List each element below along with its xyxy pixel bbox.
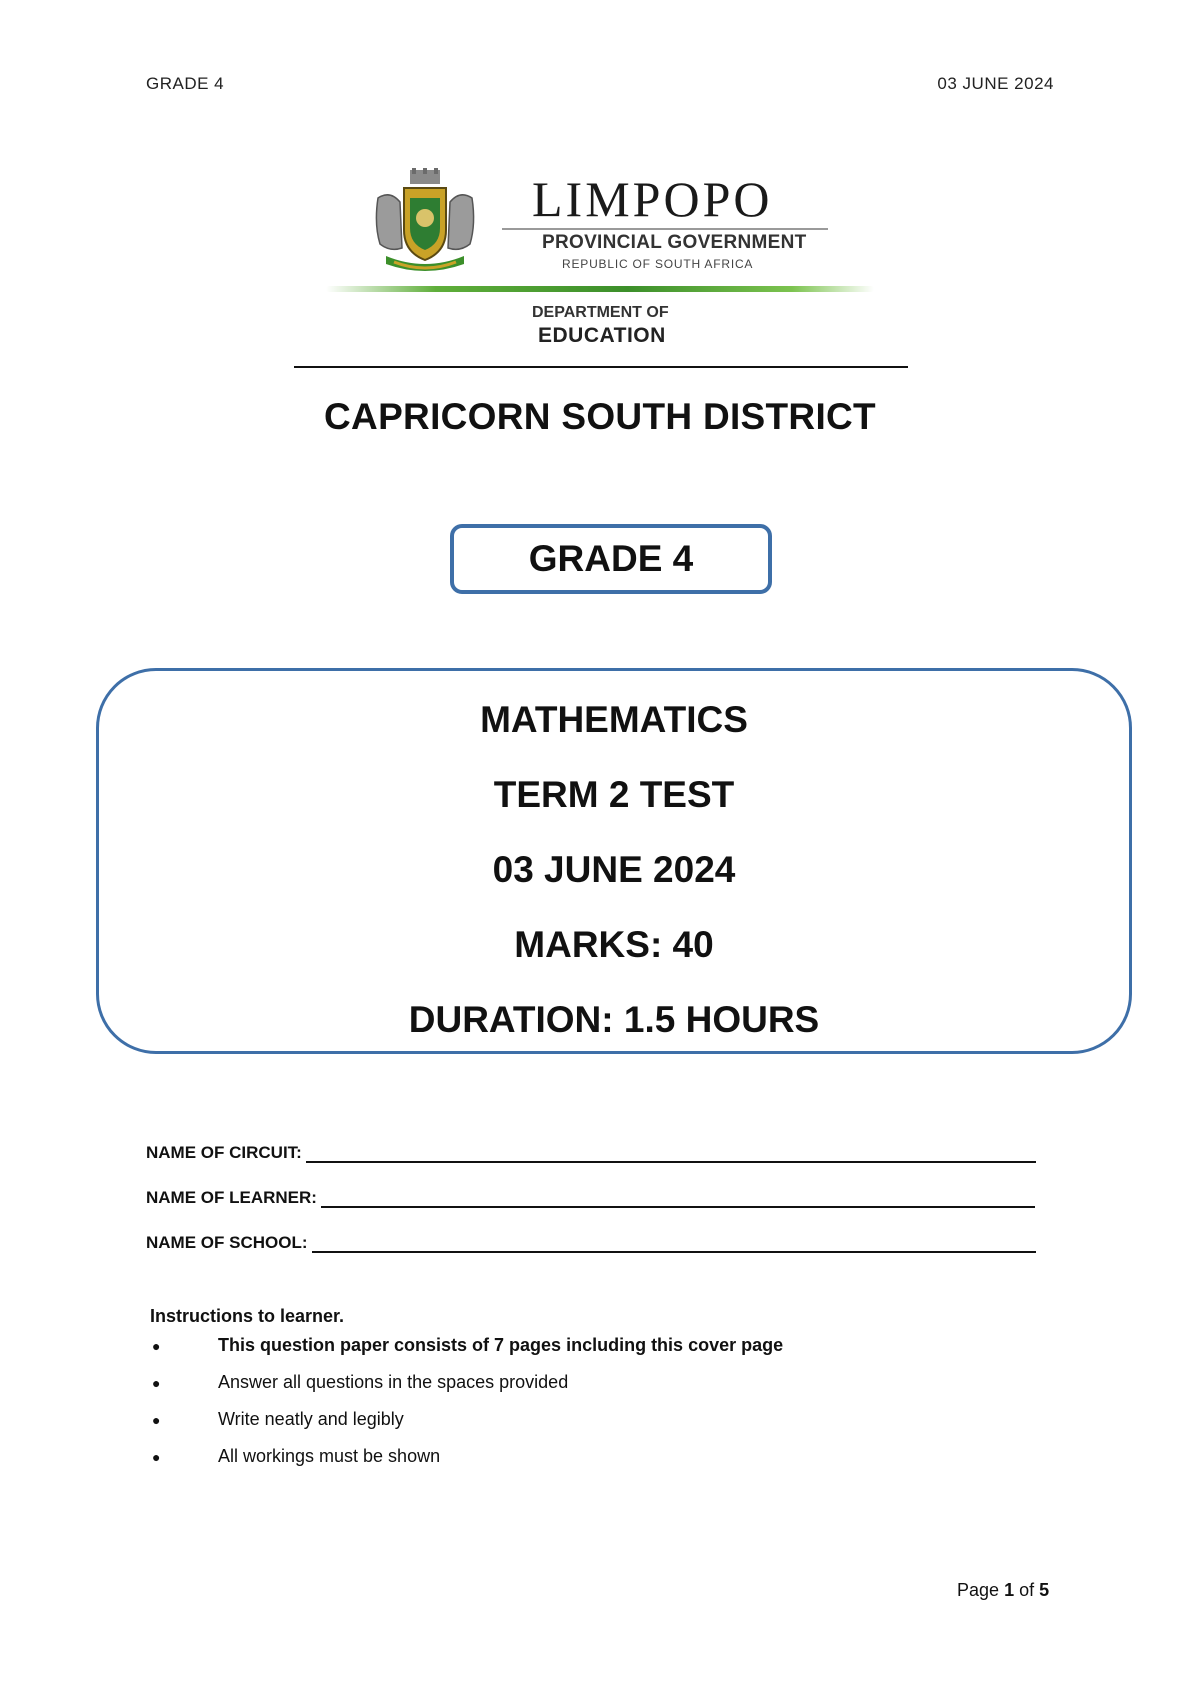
logo-country: REPUBLIC OF SOUTH AFRICA [562,257,754,271]
district-title: CAPRICORN SOUTH DISTRICT [324,396,876,437]
header-date: 03 JUNE 2024 [937,74,1054,93]
list-item [152,1335,783,1356]
coat-of-arms-icon [370,168,480,276]
limpopo-logo [326,164,874,350]
current-page: 1 [1004,1580,1015,1600]
marks: MARKS: 40 [514,924,714,965]
circuit-field [146,1143,1036,1163]
school-blank-line[interactable] [312,1233,1036,1253]
bullet-icon: ● [152,1411,161,1428]
duration: DURATION: 1.5 HOURS [408,999,820,1040]
logo-green-stripe [326,286,874,292]
circuit-blank-line[interactable] [306,1143,1036,1163]
list-item [152,1372,568,1393]
instruction-text: Answer all questions in the spaces provided [218,1372,569,1392]
title-rule [294,366,908,368]
page-of: of [1019,1580,1035,1600]
bullet-icon: ● [152,1337,161,1354]
bullet-icon: ● [152,1448,161,1465]
instruction-text: This question paper consists of 7 pages including this cover page [218,1335,784,1355]
learner-blank-line[interactable] [321,1188,1035,1208]
subject: MATHEMATICS [480,699,748,740]
logo-department: DEPARTMENT OF [532,304,669,321]
test-date: 03 JUNE 2024 [492,849,736,890]
learner-label: NAME OF LEARNER: [146,1188,317,1207]
school-label: NAME OF SCHOOL: [146,1233,308,1252]
page-label: Page [957,1580,1000,1600]
logo-subtitle: PROVINCIAL GOVERNMENT [542,232,807,253]
logo-divider [502,228,828,230]
page-number [957,1580,1049,1601]
circuit-label: NAME OF CIRCUIT: [146,1143,302,1162]
instruction-text: All workings must be shown [218,1446,441,1466]
grade-label: GRADE 4 [528,538,694,579]
school-field [146,1233,1036,1253]
learner-field [146,1188,1035,1208]
grade-box [450,524,772,594]
total-pages: 5 [1039,1580,1050,1600]
logo-education: EDUCATION [538,324,666,347]
bullet-icon: ● [152,1374,161,1391]
logo-wordmark: LIMPOPO [532,171,773,227]
instructions-title: Instructions to learner. [150,1306,345,1326]
list-item [152,1409,404,1430]
list-item [152,1446,440,1467]
header-grade: GRADE 4 [146,74,225,93]
test-name: TERM 2 TEST [493,774,735,815]
instruction-text: Write neatly and legibly [218,1409,404,1429]
test-details-box [96,668,1132,1054]
